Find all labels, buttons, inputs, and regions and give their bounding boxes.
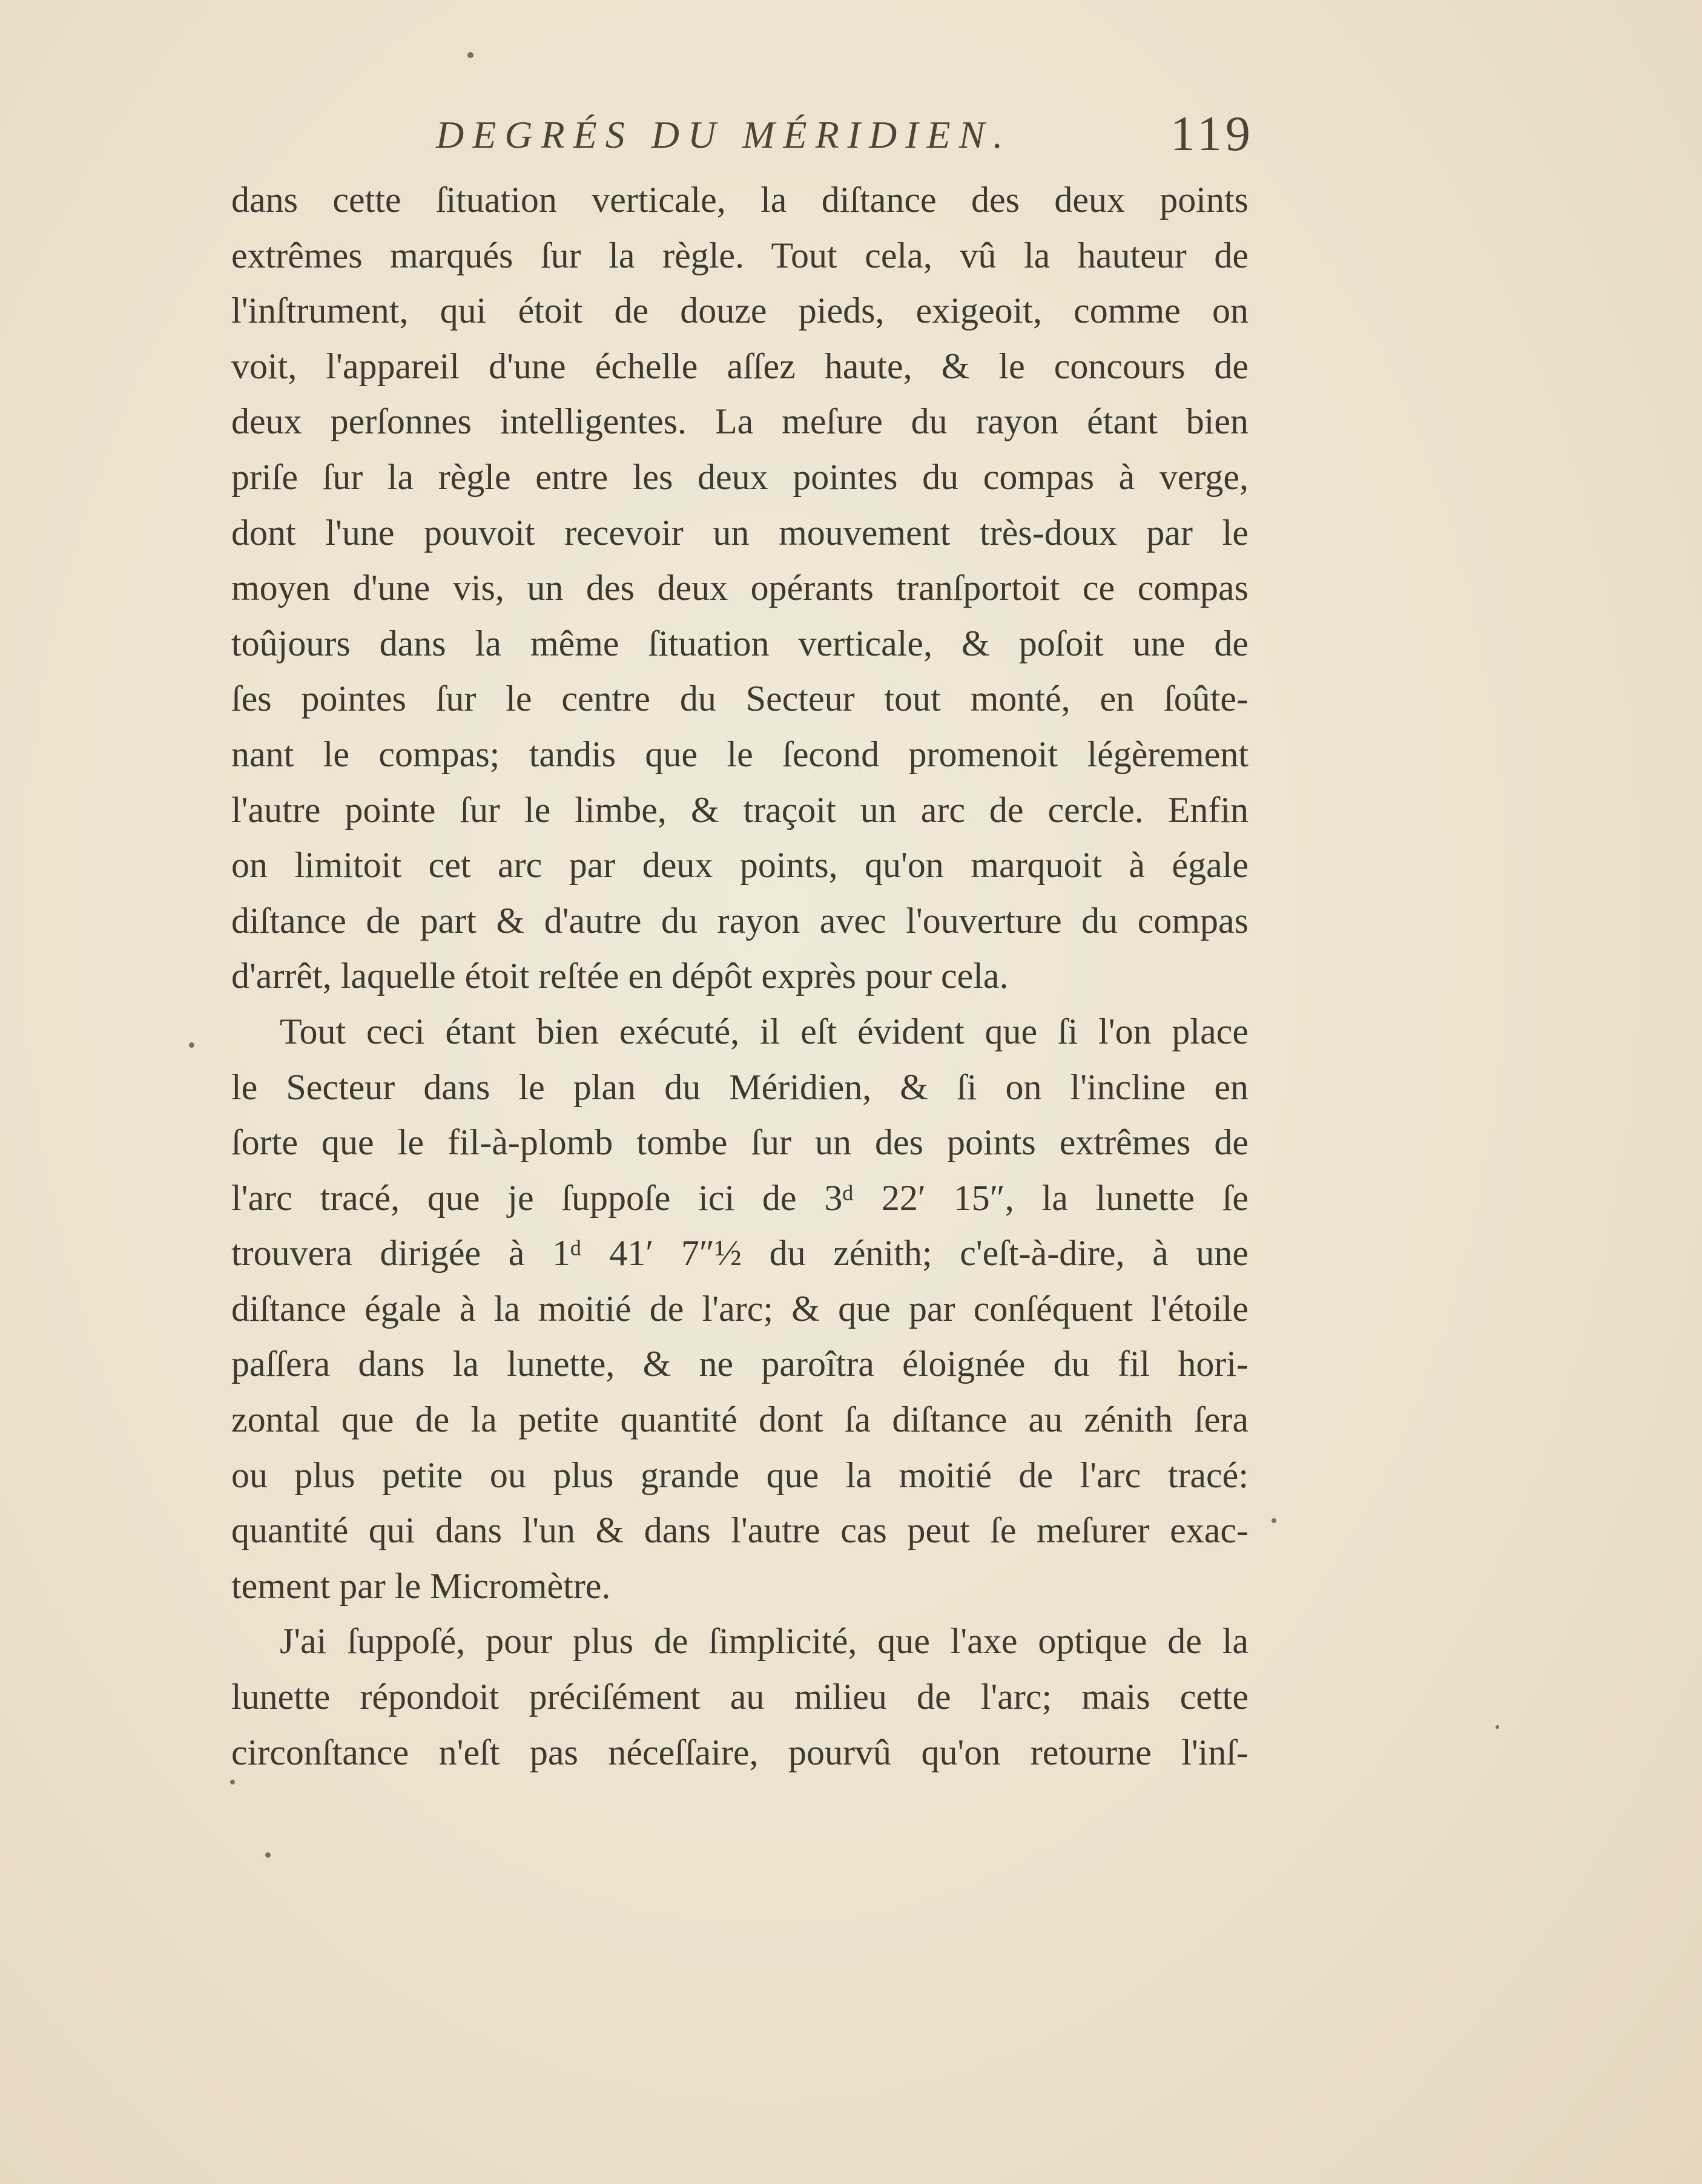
paragraph-end-line: tement par le Micromètre. xyxy=(231,1565,611,1606)
paragraph-start-line: J'ai ſuppoſé, pour plus de ſimplicité, que l'axe optique de la xyxy=(280,1621,1248,1662)
page-number: 119 xyxy=(1170,106,1254,161)
text-line: on limitoit cet arc par deux points, qu'on marquoit à égale xyxy=(231,845,1248,886)
paper-speck xyxy=(467,52,473,58)
text-line: paſſera dans la lunette, & ne paroîtra éloignée du fil hori- xyxy=(231,1344,1248,1384)
text-line: nant le compas; tandis que le ſecond promenoit légèrement xyxy=(231,734,1248,774)
text-line: ſorte que le fil-à-plomb tombe ſur un des points extrêmes de xyxy=(231,1122,1248,1163)
text-line: dont l'une pouvoit recevoir un mouvement très-doux par le xyxy=(231,512,1248,553)
text-line: lunette répondoit préciſément au milieu de l'arc; mais cette xyxy=(231,1677,1248,1717)
text-line: ou plus petite ou plus grande que la moitié de l'arc tracé: xyxy=(231,1455,1248,1495)
paragraph-end-line: d'arrêt, laquelle étoit reſtée en dépôt exprès pour cela. xyxy=(231,956,1009,996)
text-line: l'arc tracé, que je ſuppoſe ici de 3ᵈ 22′ 15″, la lunette ſe xyxy=(231,1177,1248,1218)
text-line: ſes pointes ſur le centre du Secteur tout monté, en ſoûte- xyxy=(231,679,1248,719)
text-line: circonſtance n'eſt pas néceſſaire, pourvû qu'on retourne l'inſ- xyxy=(231,1732,1248,1772)
paper-speck xyxy=(1496,1725,1499,1729)
text-line: quantité qui dans l'un & dans l'autre cas peut ſe meſurer exac- xyxy=(231,1510,1248,1551)
text-line: l'autre pointe ſur le limbe, & traçoit un arc de cercle. Enfin xyxy=(231,789,1248,830)
body-text xyxy=(231,173,1248,1780)
text-line: voit, l'appareil d'une échelle aſſez haute, & le concours de xyxy=(231,346,1248,386)
text-line: deux perſonnes intelligentes. La meſure du rayon étant bien xyxy=(231,401,1248,442)
text-line: l'inſtrument, qui étoit de douze pieds, exigeoit, comme on xyxy=(231,291,1248,331)
paper-speck xyxy=(189,1042,194,1048)
text-line: trouvera dirigée à 1ᵈ 41′ 7″½ du zénith; c'eſt-à-dire, à une xyxy=(231,1233,1248,1274)
text-line: dans cette ſituation verticale, la diſtance des deux points xyxy=(231,180,1248,220)
paper-speck xyxy=(265,1852,271,1858)
text-line: zontal que de la petite quantité dont ſa diſtance au zénith ſera xyxy=(231,1400,1248,1440)
paragraph-start-line: Tout ceci étant bien exécuté, il eſt évident que ſi l'on place xyxy=(280,1011,1248,1051)
paper-speck xyxy=(1272,1518,1276,1523)
text-line: priſe ſur la règle entre les deux pointes du compas à verge, xyxy=(231,456,1248,497)
text-line: le Secteur dans le plan du Méridien, & ſi on l'incline en xyxy=(231,1067,1248,1107)
text-line: diſtance de part & d'autre du rayon avec l'ouverture du compas xyxy=(231,900,1248,941)
text-line: diſtance égale à la moitié de l'arc; & que par conſéquent l'étoile xyxy=(231,1288,1248,1329)
text-line: toûjours dans la même ſituation verticale, & poſoit une de xyxy=(231,623,1248,663)
page-header xyxy=(436,102,1254,168)
running-title: DEGRÉS DU MÉRIDIEN. xyxy=(436,113,1012,156)
text-line: moyen d'une vis, un des deux opérants tranſportoit ce compas xyxy=(231,568,1248,608)
text-line: extrêmes marqués ſur la règle. Tout cela, vû la hauteur de xyxy=(231,235,1248,275)
paper-speck xyxy=(230,1780,235,1784)
